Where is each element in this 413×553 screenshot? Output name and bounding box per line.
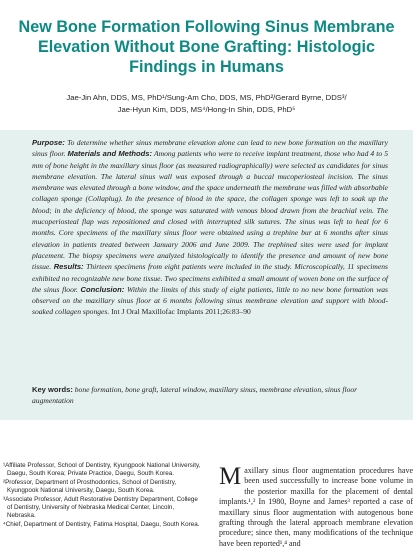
author-line: Jae-Jin Ahn, DDS, MS, PhD¹/Sung-Am Cho, DDS, MS, PhD²/Gerard Byrne, DDS³/: [66, 93, 347, 102]
keywords: [32, 385, 388, 406]
methods-label: Materials and Methods:: [67, 149, 153, 159]
author-list: [10, 92, 403, 116]
affiliation-item: ²Professor, Department of Prosthodontics, School of Dentistry, Kyungpook National University, Daegu, South Korea.: [3, 478, 177, 495]
affiliation-item: ¹Affiliate Professor, School of Dentistry, Kyungpook National University, Daegu, South Korea; Private Practice, Daegu, South Korea.: [3, 462, 201, 478]
author-line: Jae-Hyun Kim, DDS, MS⁴/Hong-In Shin, DDS, PhD⁵: [117, 105, 296, 114]
affiliation-item: ³Associate Professor, Adult Restorative Dentistry Department, College of Dentistry, University of Nebraska Medical Center, Lincoln, Nebraska.: [3, 495, 198, 520]
intro-paragraph: [219, 466, 413, 553]
conclusion-label: Conclusion:: [80, 284, 125, 294]
intro-text: axillary sinus floor augmentation procedures have been used successfully to increase bone volume in the posterior maxilla for the placement of dental implants.¹,² In 1980, Boyne and James³ reported a case of maxillary sinus floor augmentation with autogenous bone grafting through the lateral approach membrane elevation procedure; since then, many modifications of the technique have been reported¹,⁴ and: [219, 466, 413, 548]
keywords-text: bone formation, bone graft, lateral window, maxillary sinus, membrane elevation, sinus floor augmentation: [32, 385, 358, 405]
drop-cap: M: [219, 466, 242, 490]
affiliation-item: ⁴Chief, Department of Dentistry, Fatima Hospital, Daegu, South Korea.: [3, 520, 200, 528]
journal-citation: Int J Oral Maxillofac Implants 2011;26:83–90: [111, 307, 251, 317]
keywords-label: Key words:: [32, 385, 73, 394]
paper-title: New Bone Formation Following Sinus Membrane Elevation Without Bone Grafting: Histologic Findings in Humans: [18, 18, 395, 77]
purpose-text: To determine whether sinus membrane elevation alone can lead to new bone formation on the maxillary sinus floor.: [32, 138, 388, 159]
conclusion-text: Within the limits of this study of eight patients, little to no new bone formation was observed on the maxillary sinus floor at 6 months following sinus membrane elevation and support with blood-soaked collagen sponges.: [32, 284, 389, 317]
purpose-label: Purpose:: [32, 138, 65, 147]
results-text: Thirteen specimens from eight patients were included in the study. Microscopically, 11 specimens exhibited no recognizable new bone tissue. Two specimens exhibited a small amount of woven bone on the surface of the sinus floor.: [32, 262, 388, 294]
abstract-text: [32, 137, 388, 318]
methods-text: Among patients who were to receive implant treatment, those who had 4 to 5 mm of bone height in the maxillary sinus floor (as measured radiographically) were selected as candidates for sinus membrane elevation. The lateral sinus wall was exposed through a buccal mucoperiosteal incision. The sinus membrane was elevated through a bone window, and the space underneath the membrane was filled with absorbable collagen sponge (Collaplug). In the presence of blood in the space, the collagen sponge was left to soak up the blood; in the deficiency of blood, the sponge was saturated with venous blood drawn from the brachial vein. The mucoperiosteal flap was repositioned and closed with interrupted silk sutures. The sinus was left to heal for 6 months. Core specimens of the maxillary sinus floor were obtained using a trephine bur at 6 months after sinus elevation in patients treated between January 2006 and June 2009. The trephined sites were used for implant placement. The biopsy specimens were analyzed histologically to identify the presence and amount of new bone tissue.: [32, 149, 388, 272]
results-label: Results:: [53, 262, 84, 272]
affiliation-list: [3, 462, 201, 529]
